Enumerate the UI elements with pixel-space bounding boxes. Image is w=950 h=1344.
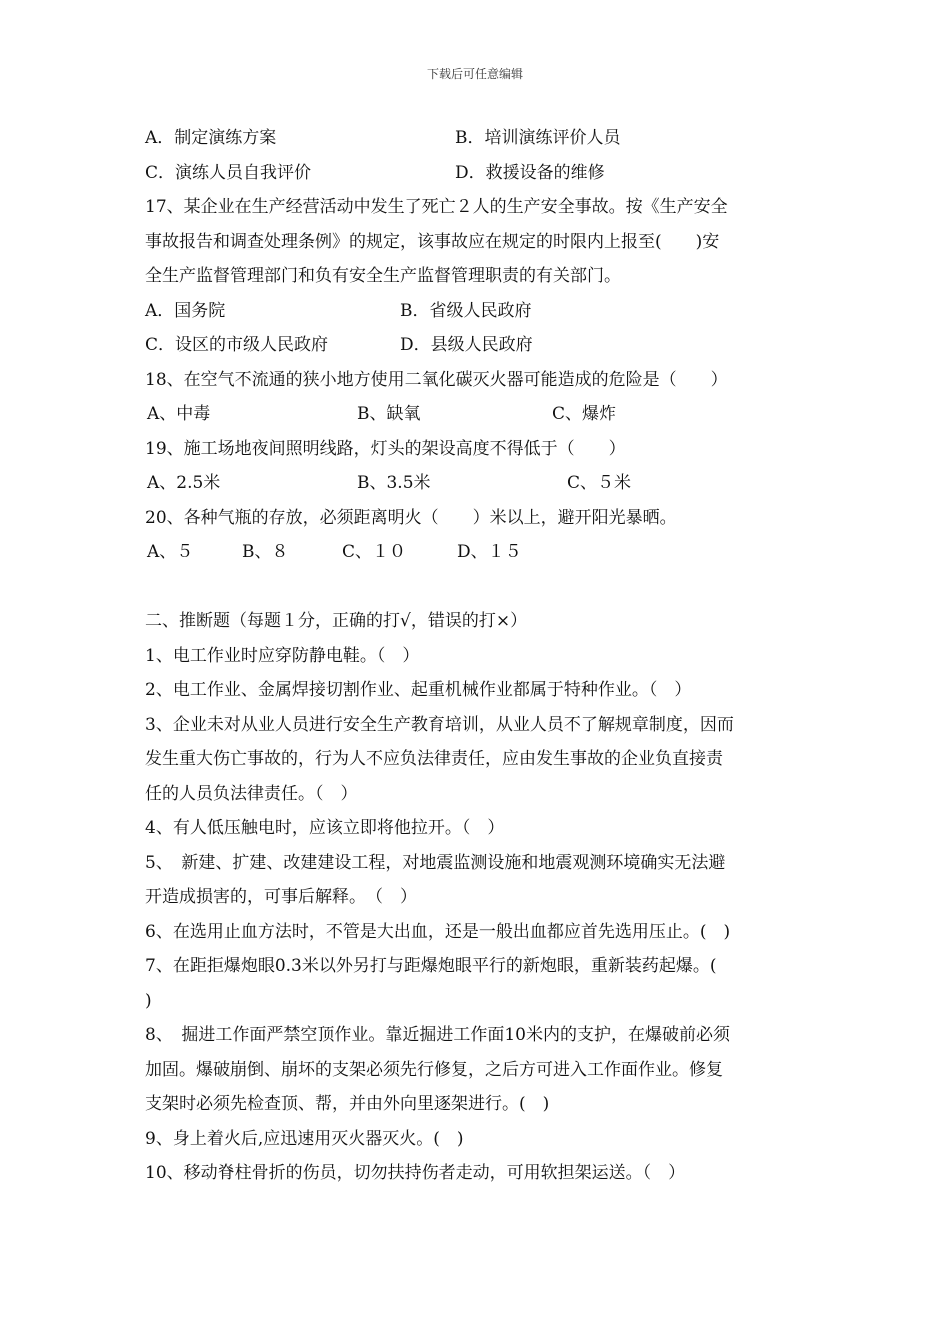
q19-options-row [145, 466, 815, 501]
q19-option-b: B、3.5米 [357, 473, 431, 493]
q18-option-a: A、中毒 [147, 404, 211, 424]
q18-text: 18、在空气不流通的狭小地方使用二氧化碳灭火器可能造成的危险是（ ） [145, 369, 728, 390]
tf-item-3-line-3: 任的人员负法律责任。（ ） [145, 783, 358, 804]
q20-option-b: B、８ [242, 542, 289, 562]
q19-option-a: A、2.5米 [147, 473, 221, 493]
q20-option-d: D、１５ [457, 542, 522, 562]
q16-option-a: A．制定演练方案 [145, 128, 277, 148]
q17-options-row-1 [145, 294, 815, 329]
tf-item-3-line-2: 发生重大伤亡事故的，行为人不应负法律责任，应由发生事故的企业负直接责 [145, 749, 723, 769]
q20-options-row [145, 535, 815, 570]
q16-option-c: C．演练人员自我评价 [145, 162, 312, 183]
section2-title: 二、推断题（每题１分，正确的打√，错误的打×） [145, 611, 528, 631]
q16-options-row-2 [145, 156, 815, 191]
tf-item-3-line-1: 3、企业未对从业人员进行安全生产教育培训，从业人员不了解规章制度，因而 [145, 714, 734, 735]
tf-item-5-line-2: 开造成损害的，可事后解释。 （ ） [145, 887, 417, 907]
tf-item-1: 1、电工作业时应穿防静电鞋。（ ） [145, 645, 420, 666]
page-header: 下载后可任意编辑 [426, 67, 523, 81]
section-spacer [145, 570, 815, 605]
q17-option-a: A．国务院 [145, 300, 226, 321]
q18-options-row [145, 397, 815, 432]
tf-item-2: 2、电工作业、金属焊接切割作业、起重机械作业都属于特种作业。（ ） [145, 680, 692, 700]
tf-item-8-line-2: 加固。爆破崩倒、崩坏的支架必须先行修复，之后方可进入工作面作业。修复 [145, 1059, 723, 1080]
q18-option-c: C、爆炸 [552, 404, 617, 424]
tf-item-8-line-1: 8、 掘进工作面严禁空顶作业。靠近掘进工作面10米内的支护，在爆破前必须 [145, 1025, 730, 1045]
q19-option-c: C、５米 [567, 473, 632, 493]
q17-text-line-3: 全生产监督管理部门和负有安全生产监督管理职责的有关部门。 [145, 266, 621, 286]
tf-item-9: 9、身上着火后,应迅速用灭火器灭火。( ) [145, 1128, 464, 1149]
tf-item-8-line-3: 支架时必须先检查顶、帮，并由外向里逐架进行。( ) [145, 1094, 550, 1114]
q17-text-line-1: 17、某企业在生产经营活动中发生了死亡２人的生产安全事故。按《生产安全 [145, 197, 728, 217]
tf-item-4: 4、有人低压触电时，应该立即将他拉开。（ ） [145, 818, 505, 838]
q17-options-row-2 [145, 328, 815, 363]
q19-text: 19、施工场地夜间照明线路，灯头的架设高度不得低于（ ） [145, 438, 626, 459]
q20-text: 20、各种气瓶的存放，必须距离明火（ ）米以上，避开阳光暴晒。 [145, 507, 677, 528]
q20-option-a: A、５ [147, 542, 194, 562]
q17-option-c: C．设区的市级人民政府 [145, 335, 329, 355]
tf-item-5-line-1: 5、 新建、扩建、改建建设工程，对地震监测设施和地震观测环境确实无法避 [145, 852, 726, 873]
q17-option-d: D．县级人民政府 [400, 335, 533, 355]
q17-text-line-2: 事故报告和调查处理条例》的规定，该事故应在规定的时限内上报至( )安 [145, 231, 720, 252]
tf-item-7-line-1: 7、在距拒爆炮眼0.3米以外另打与距爆炮眼平行的新炮眼，重新装药起爆。( [145, 956, 717, 976]
tf-item-6: 6、在选用止血方法时，不管是大出血，还是一般出血都应首先选用压止。( ) [145, 921, 731, 942]
tf-item-7-line-2: ) [145, 990, 152, 1011]
document-body [145, 121, 815, 1191]
q16-options-row-1 [145, 121, 815, 156]
q17-option-b: B．省级人民政府 [400, 300, 532, 321]
tf-item-10: 10、移动脊柱骨折的伤员，切勿扶持伤者走动，可用软担架运送。（ ） [145, 1163, 686, 1183]
q20-option-c: C、１０ [342, 542, 407, 562]
q16-option-b: B．培训演练评价人员 [455, 128, 621, 148]
q16-option-d: D．救援设备的维修 [455, 162, 605, 183]
q18-option-b: B、缺氧 [357, 404, 421, 424]
